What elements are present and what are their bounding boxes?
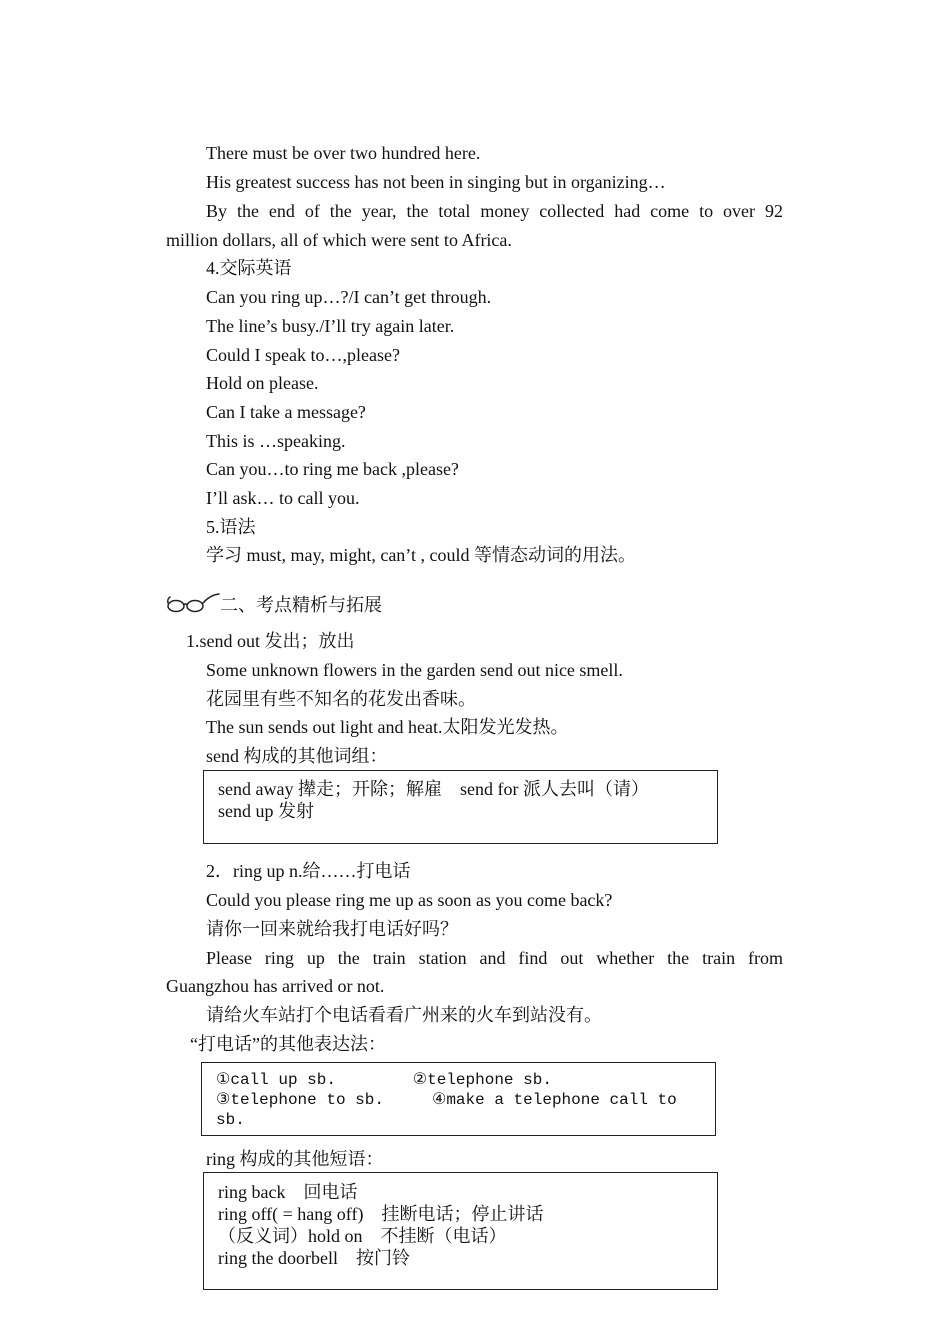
example-translation: 花园里有些不知名的花发出香味。 [206,689,476,709]
box-row: ③telephone to sb. ④make a telephone call to [216,1091,677,1109]
telephone-expressions-box [201,1062,716,1136]
section-title: 二、考点精析与拓展 [220,595,382,615]
box-row: （反义词）hold on 不挂断（电话） [218,1226,507,1246]
send-phrases-box [203,770,718,844]
text-line: There must be over two hundred here. [206,143,481,163]
box-row: send away 撵走；开除；解雇 send for 派人去叫（请） [218,779,649,799]
example-line: Could you please ring me up as soon as you come back? [206,890,613,910]
phrase-line: The line’s busy./I’ll try again later. [206,316,455,336]
phrase-line: This is …speaking. [206,431,346,451]
ring-phrases-box [203,1172,718,1290]
example-translation: 请给火车站打个电话看看广州来的火车到站没有。 [206,1005,602,1025]
section-heading: 5.语法 [206,517,256,537]
paragraph-continuation: Guangzhou has arrived or not. [166,976,385,996]
box-row: sb. [216,1111,245,1129]
phrase-line: Can I take a message? [206,402,366,422]
box-row: ①call up sb. ②telephone sb. [216,1071,552,1089]
box-intro: “打电话”的其他表达法： [190,1034,386,1054]
box-row: send up 发射 [218,801,314,821]
example-line: The sun sends out light and heat.太阳发光发热。 [206,717,569,737]
section-heading: 4.交际英语 [206,258,292,278]
box-row: ring off( = hang off) 挂断电话；停止讲话 [218,1204,544,1224]
example-translation: 请你一回来就给我打电话好吗？ [206,919,458,939]
phrase-line: Can you ring up…?/I can’t get through. [206,287,492,307]
phrase-line: Hold on please. [206,373,319,393]
text-line: His greatest success has not been in singing but in organizing… [206,172,666,192]
phrase-line: I’ll ask… to call you. [206,488,360,508]
box-row: ring back 回电话 [218,1182,358,1202]
phrase-line: Could I speak to…,please? [206,345,400,365]
item-heading: 1.send out 发出；放出 [186,631,355,651]
box-intro: send 构成的其他词组： [206,746,388,766]
box-row: ring the doorbell 按门铃 [218,1248,410,1268]
example-line: Some unknown flowers in the garden send out nice smell. [206,660,623,680]
paragraph-line: Please ring up the train station and find out whether the train from [206,948,783,968]
phrase-line: Can you…to ring me back ,please? [206,459,459,479]
paragraph-line: By the end of the year, the total money collected had come to over 92 [206,201,783,221]
paragraph-continuation: million dollars, all of which were sent to Africa. [166,230,512,250]
glasses-icon [166,590,220,616]
grammar-line: 学习 must, may, might, can’t , could 等情态动词的用法。 [206,545,636,565]
box-intro: ring 构成的其他短语： [206,1149,384,1169]
item-heading: 2．ring up n.给……打电话 [206,861,411,881]
